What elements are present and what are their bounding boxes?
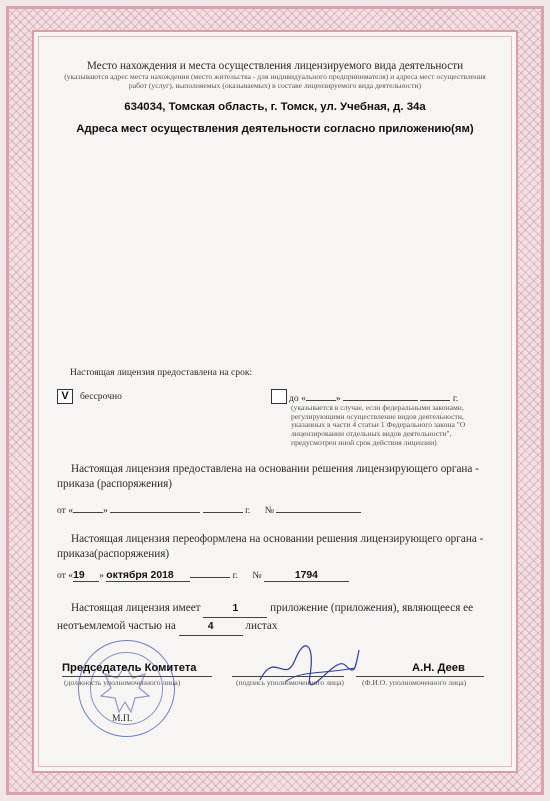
indefinite-checkbox: V: [57, 389, 73, 404]
signer-position: Председатель Комитета: [62, 662, 197, 674]
position-note: (должность уполномоченного лица): [64, 678, 181, 687]
reissue-year-suffix: г.: [232, 570, 238, 581]
basis-from-mid: »: [103, 505, 108, 516]
term-label: Настоящая лицензия предоставлена на срок:: [70, 367, 253, 378]
indefinite-label: бессрочно: [80, 391, 122, 402]
reissue-from-prefix: от «: [57, 570, 74, 581]
until-year-field: [420, 400, 450, 401]
until-day-field: [306, 400, 336, 401]
reissue-number-prefix: №: [252, 570, 262, 581]
basis-day-field: [73, 512, 103, 513]
reissue-day: 19: [73, 570, 99, 582]
appendix-text-2: приложение (приложения), являющееся ее: [270, 602, 474, 614]
reissue-number: 1794: [264, 570, 349, 582]
basis-date-line: [57, 505, 497, 516]
reissue-year-field: [190, 577, 230, 578]
name-note: (Ф.И.О. уполномоченного лица): [362, 678, 467, 687]
until-prefix: до «: [289, 393, 306, 404]
activity-places-value: Адреса мест осуществления деятельности согласно приложению(ям): [76, 123, 474, 135]
appendix-text: [57, 600, 497, 636]
appendix-text-1: Настоящая лицензия имеет: [71, 602, 201, 614]
term-note: (указывается в случае, если федеральными законами, регулирующими осуществление видов деятельности, указанных в части 4 статьи 1 Федерального закона "О лицензировании отдельных видов деятельности", предусмотрен иной срок действия лицензии): [291, 403, 466, 447]
name-line: [356, 676, 484, 677]
basis-number-prefix: №: [264, 505, 274, 516]
until-mid: »: [335, 393, 341, 404]
appendix-text-4: листах: [245, 620, 278, 633]
appendix-text-3: неотъемлемой частью на: [57, 620, 176, 633]
basis-month-field: [110, 512, 200, 513]
term-until-checkbox: [271, 389, 287, 404]
basis-year-suffix: г.: [245, 505, 251, 516]
until-month-field: [343, 400, 418, 401]
stamp-place: М.П.: [112, 713, 133, 724]
until-year-suffix: г.: [452, 393, 459, 404]
reissue-from-mid: »: [99, 570, 104, 581]
appendix-sheets: 4: [179, 619, 243, 636]
signature-line: [232, 676, 344, 677]
section-note: (указываются адрес места нахождения (место жительства - для индивидуального предпринимателя) и адреса мест осуществления работ (услуг), выполняемых (оказываемых) в составе лицензируемого вида деятельности): [64, 72, 486, 90]
reissue-month-year: октября 2018: [106, 570, 190, 582]
reissue-date-line: [57, 570, 497, 582]
basis-text: Настоящая лицензия предоставлена на основании решения лицензирующего органа - приказа (распоряжения): [57, 463, 479, 491]
signer-name: А.Н. Деев: [412, 662, 465, 674]
signature-note: (подпись уполномоченного лица): [236, 678, 344, 687]
appendix-count: 1: [203, 601, 267, 618]
basis-number-field: [276, 512, 361, 513]
reissue-text: Настоящая лицензия переоформлена на основании решения лицензирующего органа - приказа(распоряжения): [57, 533, 484, 561]
basis-year-field: [203, 512, 243, 513]
address-value: 634034, Томская область, г. Томск, ул. Учебная, д. 34а: [124, 101, 426, 113]
position-line: [62, 676, 212, 677]
section-title: Место нахождения и места осуществления лицензируемого вида деятельности: [86, 60, 464, 72]
basis-from-prefix: от «: [57, 505, 74, 516]
